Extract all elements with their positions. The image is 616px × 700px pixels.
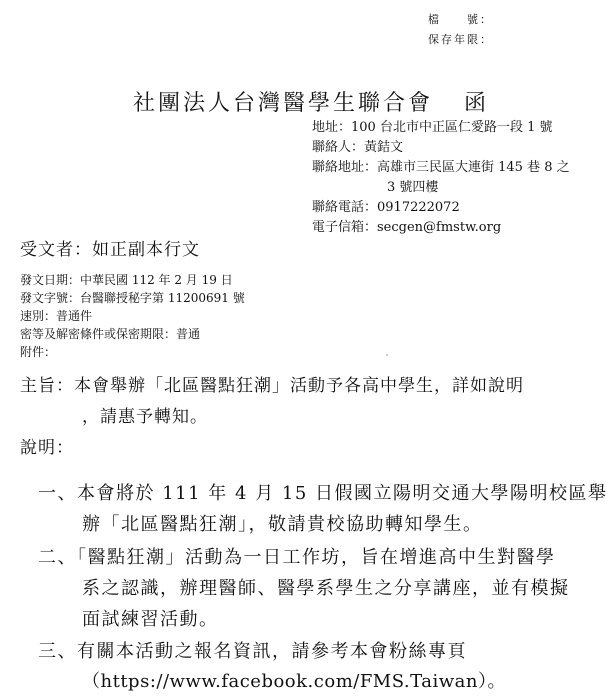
contact-phone: 聯絡電話：0917222072 [312, 200, 460, 215]
mailing-address: 聯絡地址：高雄市三民區大連街 145 巷 8 之 [312, 160, 570, 175]
delivery-speed: 速別：普通件 [20, 309, 93, 323]
explanation-item-2-line-1: 二、「醫點狂潮」活動為一日工作坊，旨在增進高中生對醫學 [38, 547, 556, 568]
contact-person: 聯絡人：黃銡文 [312, 140, 404, 155]
recipient: 受文者：如正副本行文 [20, 240, 200, 260]
file-number-label: 檔 號： [428, 13, 493, 26]
contact-email: 電子信箱：secgen@fmstw.org [312, 220, 502, 235]
explanation-item-2-line-2: 系之認識，辦理醫師、醫學系學生之分享講座，並有模擬 [82, 578, 570, 599]
issue-date: 發文日期：中華民國 112 年 2 月 19 日 [20, 273, 233, 287]
subject-line-1: 主旨：本會舉辦「北區醫點狂潮」活動予各高中學生，詳如說明 [20, 376, 524, 396]
explanation-heading: 說明： [20, 438, 74, 458]
explanation-item-1-line-1: 一、本會將於 111 年 4 月 15 日假國立陽明交通大學陽明校區舉 [38, 483, 608, 504]
retention-period-label: 保存年限： [428, 33, 493, 46]
explanation-item-3-line-2: （https://www.facebook.com/FMS.Taiwan）。 [82, 671, 506, 692]
explanation-item-1-line-2: 辦「北區醫點狂潮」，敬請貴校協助轉知學生。 [82, 514, 483, 535]
document-type: 函 [464, 91, 490, 116]
document-title: 社團法人台灣醫學生聯合會 [133, 91, 434, 116]
explanation-item-2-line-3: 面試練習活動。 [82, 609, 219, 630]
scan-speck [386, 354, 388, 356]
document-number: 發文字號：台醫聯授秘字第 11200691 號 [20, 291, 245, 305]
attachment: 附件： [20, 345, 57, 359]
explanation-item-3-line-1: 三、有關本活動之報名資訊，請參考本會粉絲專頁 [38, 641, 467, 662]
security-level: 密等及解密條件或保密期限：普通 [20, 327, 201, 341]
mailing-address-cont: 3 號四樓 [387, 180, 439, 195]
sender-address: 地址：100 台北市中正區仁愛路一段 1 號 [312, 120, 553, 135]
subject-line-2: ，請惠予轉知。 [82, 407, 208, 427]
